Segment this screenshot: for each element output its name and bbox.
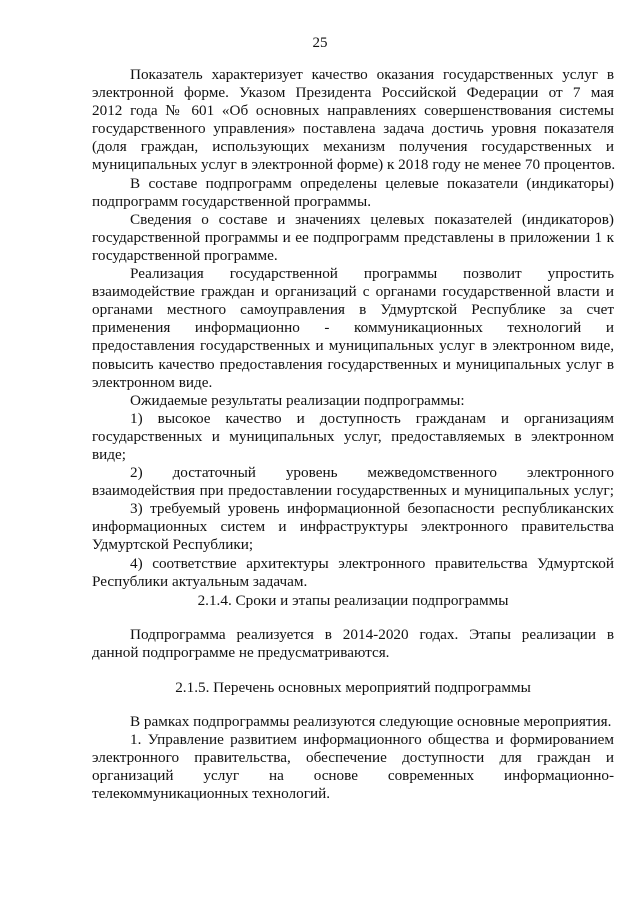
text-line: предоставления государственных и муниципальных услуг в электронном виде, — [92, 337, 614, 355]
text-line: В составе подпрограмм определены целевые показатели (индикаторы) — [130, 174, 614, 192]
text-line: информационных систем и инфраструктуры электронного правительства — [92, 518, 614, 536]
text-line: государственной программы и ее подпрограмм представлены в приложении 1 к — [92, 228, 614, 246]
list-item-line: 1) высокое качество и доступность гражданам и организациям — [130, 409, 614, 427]
text-line: виде; — [92, 445, 126, 463]
text-line: (доля граждан, использующих механизм получения государственных и — [92, 138, 614, 156]
text-line: 2012 года № 601 «Об основных направлениях совершенствования системы — [92, 102, 614, 120]
text-line: взаимодействия при предоставлении государственных и муниципальных услуг; — [92, 482, 614, 500]
text-line: повысить качество предоставления государственных и муниципальных услуг в — [92, 355, 614, 373]
page-number: 25 — [312, 35, 328, 51]
text-line: организаций услуг на основе современных информационно- — [92, 767, 614, 785]
text-line: Реализация государственной программы позволит упростить — [130, 265, 614, 283]
text-line: муниципальных услуг в электронной форме) к 2018 году не менее 70 процентов. — [92, 156, 616, 174]
text-line: 1. Управление развитием информационного общества и формированием — [130, 731, 614, 749]
list-item-line: 2) достаточный уровень межведомственного электронного — [130, 464, 614, 482]
body-text-block-3 — [92, 713, 614, 803]
text-line: телекоммуникационных технологий. — [92, 785, 331, 803]
body-text-block-2 — [92, 626, 614, 662]
text-line: государственного управления» поставлена задача достичь уровня показателя — [92, 120, 614, 138]
text-line: взаимодействие граждан и организаций с органами государственной власти и — [92, 283, 614, 301]
text-line: органами местного самоуправления в Удмуртской Республике за счет — [92, 301, 614, 319]
text-line: Республики актуальным задачам. — [92, 572, 308, 590]
text-line: Сведения о составе и значениях целевых показателей (индикаторов) — [130, 210, 614, 228]
list-item-line: 4) соответствие архитектуры электронного правительства Удмуртской — [130, 554, 614, 572]
text-line: применения информационно - коммуникационных технологий и — [92, 319, 614, 337]
text-line: государственных и муниципальных услуг, предоставляемых в электронном — [92, 427, 614, 445]
text-line: электронного правительства, обеспечение доступности для граждан и — [92, 749, 614, 767]
text-line: государственной программе. — [92, 246, 278, 264]
section-heading-2-1-5: 2.1.5. Перечень основных мероприятий подпрограммы — [175, 679, 531, 696]
text-line: Показатель характеризует качество оказания государственных услуг в — [130, 66, 614, 83]
text-line: В рамках подпрограммы реализуются следующие основные мероприятия. — [130, 713, 612, 730]
text-line: электронной форме. Указом Президента Российской Федерации от 7 мая — [92, 84, 614, 102]
text-line: Удмуртской Республики; — [92, 536, 254, 554]
text-line: Подпрограмма реализуется в 2014-2020 годах. Этапы реализации в — [130, 626, 614, 643]
section-heading-2-1-4: 2.1.4. Сроки и этапы реализации подпрограммы — [197, 592, 509, 609]
text-line: Ожидаемые результаты реализации подпрограммы: — [130, 391, 465, 409]
list-item-line: 3) требуемый уровень информационной безопасности республиканских — [130, 500, 614, 518]
text-line: электронном виде. — [92, 373, 213, 391]
text-line: данной подпрограмме не предусматриваются. — [92, 644, 390, 662]
body-text-block-1 — [92, 66, 614, 591]
text-line: подпрограмм государственной программы. — [92, 192, 372, 210]
